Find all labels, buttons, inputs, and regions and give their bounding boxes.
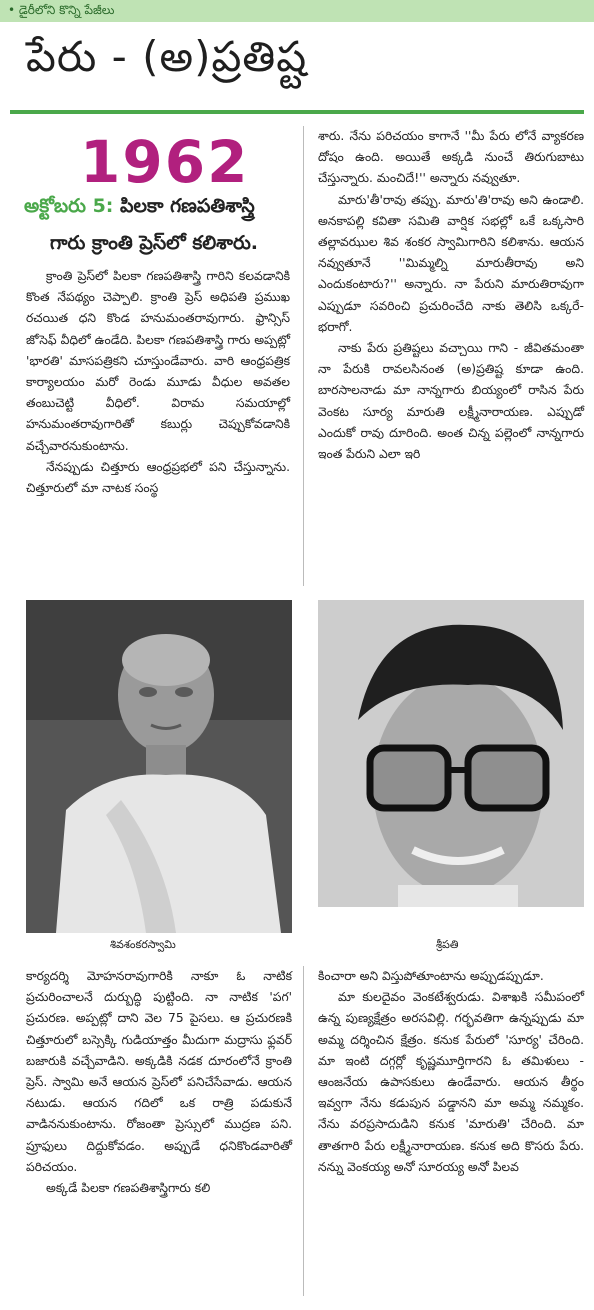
right-column-bottom [318, 966, 584, 1178]
portrait-elder-image [26, 600, 292, 933]
subheading-date: అక్టోబరు 5: [24, 195, 114, 217]
photo-caption-right: శ్రీపతి [436, 938, 459, 951]
photo-sivasankaraswamy [26, 600, 292, 933]
paragraph: నేనప్పుడు చిత్తూరు ఆంధ్రప్రభలో పని చేస్తున్నాను. చిత్తూరులో మా నాటక సంస్థ [26, 459, 290, 496]
paragraph: అక్కడే పిలకా గణపతిశాస్త్రిగారు కలి [46, 1181, 211, 1196]
column-divider [303, 126, 304, 586]
paragraph: నాకు పేరు ప్రతిష్టలు వచ్చాయి గాని - జీవితమంతా నా పేరుకి రావలసినంత (అ)ప్రతిష్ట కూడా ఉంది. బారసాలనాడు మా నాన్నగారు బియ్యంలో రాసిన పేరు వెంకట సూర్య మారుతి లక్ష్మీనారాయణ. ఎప్పుడో ఎందుకో రావు దూరింది. అంత చిన్న పల్లెంలో నాన్నగారు ఇంత పేరుని ఎలా ఇరి [318, 341, 584, 462]
subheading-line1 [24, 195, 255, 222]
paragraph: కార్యదర్శి మోహనరావుగారికి నాకూ ఓ నాటిక ప్రచురించాలనే దుర్బుద్ధి పుట్టింది. నా నాటిక 'పగ' ప్రచురణ. అప్పట్లో దాని వెల 75 పైసలు. ఆ ప్రచురణకి చిత్తూరులో బస్సెక్కి గుడియాత్తం మీదుగా మద్రాసు ఫ్లవర్ బజారుకి వచ్చేవాడిని. అక్కడికి నడక దూరంలోనే క్రాంతి ప్రెస్. స్వామి అనే ఆయన ప్రెస్‌లో పనిచేసేవాడు. ఆయన నటుడు. ఆయన గదిలో ఒక రాత్రి పడుకునే వాడిననుకుంటాను. రోజంతా ప్రెస్సులో ముద్రణ పని. ప్రూఫులు దిద్దుకోవడం. అప్పుడే ధనికొండవారితో పరిచయం. [26, 969, 292, 1174]
title-rule [10, 110, 584, 114]
section-header-bar [0, 0, 594, 22]
photo-sripathi [318, 600, 584, 907]
subheading-line1-text: పిలకా గణపతిశాస్త్రి [113, 195, 255, 217]
portrait-man-glasses-image [318, 600, 584, 907]
paragraph: మారు'తీ'రావు తప్పు. మారు'తి'రావు అని ఉండాలి. అనకాపల్లి కవితా సమితి వార్షిక సభల్లో ఒకే ఒక్కసారి తల్లావఝుల శివ శంకర స్వామిగారిని కలిశాను. ఆయన నవ్వుతూనే ''మిమ్మల్ని మారుతీరావు అని ఎందుకంటారు?'' అన్నారు. నా పేరుని మారుతిరావుగా ఎప్పుడూ సవరించి ప్రచురించేది నాకు తెలిసి ఒక్కరే-భరాగో. [318, 192, 584, 334]
photo-caption-left: శివశంకరస్వామి [110, 938, 176, 951]
section-header-label: • డైరీలోని కొన్ని పేజీలు [8, 3, 115, 17]
article-title: పేరు - (అ)ప్రతిష్ట [26, 32, 308, 81]
paragraph: కించారా అని విస్తుపోతూంటాను అప్పుడప్పుడూ. [318, 969, 544, 983]
left-column-bottom [26, 966, 292, 1199]
paragraph: క్రాంతి ప్రెస్‌లో పిలకా గణపతిశాస్త్రి గారిని కలవడానికి కొంత నేపథ్యం చెప్పాలి. క్రాంతి ప్రెస్ అధిపతి ప్రముఖ రచయిత ధని కొండ హనుమంతరావుగారు. ఫ్రాన్సిస్ జోసెఫ్ వీధిలో ఉండేది. పిలకా గణపతిశాస్త్రి గారు అప్పట్లో 'భారతి' మాసపత్రికని చూస్తుండేవారు. వారి ఆంధ్రపత్రిక కార్యాలయం మరో రెండు మూడు వీధుల అవతల తంబుచెట్టి వీధిలో. విరామ సమయాల్లో హనుమంతరావుగారితో కబుర్లు చెప్పుకోవడానికి వచ్చేవారనుకుంటాను. [26, 269, 290, 453]
year-heading: 1962 [80, 128, 250, 196]
paragraph: మా కులదైవం వెంకటేశ్వరుడు. విశాఖకి సమీపంలో ఉన్న పుణ్యక్షేత్రం అరసవిల్లి. గర్భవతిగా ఉన్నప్పుడు మా అమ్మ దర్శించిన క్షేత్రం. కనుక పేరులో 'సూర్య' చేరింది. మా ఇంటి దగ్గర్లో కృష్ణమూర్తిగారని ఓ తమిళులు - ఆంజనేయ ఉపాసకులు ఉండేవారు. ఆయన తీర్థం ఇవ్వగా నేను కడుపున పడ్డానని మా అమ్మ నమ్మకం. నేను వరప్రసాదుడిని కనుక 'మారుతి' చేరింది. మా తాతగారి పేరు లక్ష్మీనారాయణ. కనుక అది కొసరు పేరు. నన్ను వెంకయ్య అనో సూరయ్య అనో పిలవ [318, 990, 584, 1174]
column-divider [303, 966, 304, 1296]
right-column-top [318, 126, 584, 465]
left-column-top [26, 266, 290, 499]
subheading-line2: గారు క్రాంతి ప్రెస్‌లో కలిశారు. [50, 232, 258, 254]
paragraph: శారు. నేను పరిచయం కాగానే ''మీ పేరు లోనే వ్యాకరణ దోషం ఉంది. అయితే అక్కడి నుంచే తిరుగుబాటు చేస్తున్నారు. మంచిదే!'' అన్నారు నవ్వుతూ. [318, 129, 584, 186]
